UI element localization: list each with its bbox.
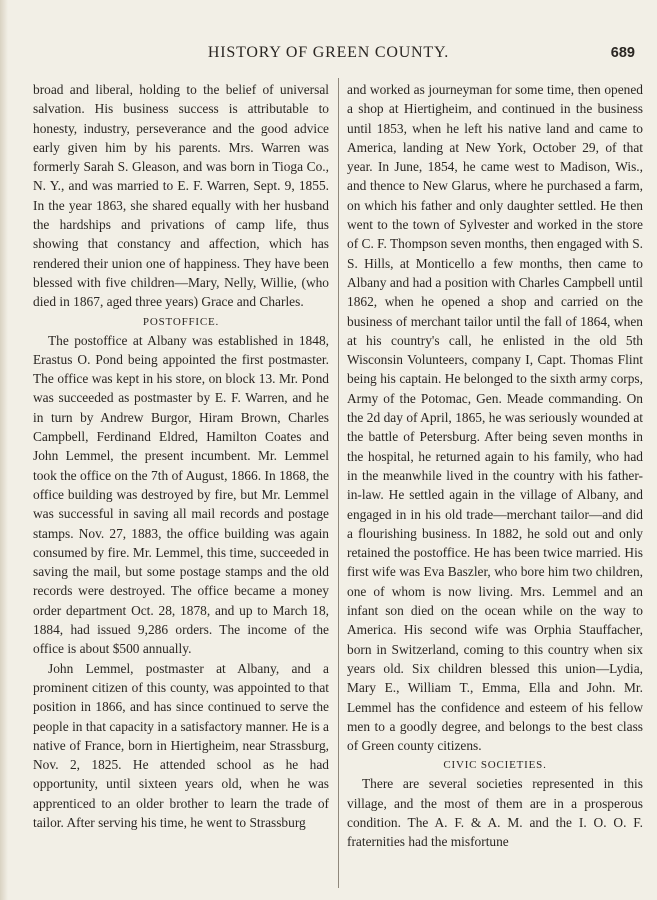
column-divider (338, 78, 339, 888)
heading-postoffice: POSTOFFICE. (142, 315, 220, 328)
page-edge (0, 0, 8, 900)
paragraph-civic-societies: There are several societies represented in this village, and the most of them are in a prosperous condition. The A. F. & A. M. and the I. O. O. F. fraternities had the misfortune (347, 776, 643, 850)
paragraph-lemmel-biography: John Lemmel, postmaster at Albany, and a prominent citizen of this county, was appointed to that position in 1866, and has since continued to serve the people in that capacity in a satisfactory manner. He is a native of France, born in Hiertigheim, near Strassburg, Nov. 2, 1825. He attended school as he had opportunity, until sixteen years old, when he was apprenticed to an older brother to learn the trade of tailor. After serving his time, he went to Strassburg (33, 660, 329, 830)
paragraph-lemmel-continuation: and worked as journeyman for some time, then opened a shop at Hiertigheim, and continued in the business until 1853, when he left his native land and came to America, landing at New York, October 29, of that year. In June, 1854, he came west to Madison, Wis., and thence to New Glarus, where he purchased a farm, on which his father and only daughter settled. He then went to the town of Sylvester and worked in the store of C. F. Thompson seven months, then engaged with S. S. Hills, at Monticello a few months, then came to Albany and had a position with Charles Campbell until 1862, when he opened a shop and carried on the business of merchant tailor until the fall of 1864, when at his country's call, he enlisted in the old 5th Wisconsin Volunteers, company I, Capt. Thomas Flint being his captain. He belonged to the sixth army corps, Army of the Potomac, Gen. Meade commanding. On the 2d day of April, 1865, he was seriously wounded at the battle of Petersburg. After being seven months in the hospital, he returned again to his family, who had in the meanwhile lived in the country with his father-in-law. He settled again in the village of Albany, and engaged in in his old trade—merchant tailor—and did a flourishing business. In 1882, he sold out and only retained the postoffice. He has been twice married. His first wife was Eva Baszler, who bore him two children, one of whom is now living. Mrs. Lemmel and an infant son died on the ocean while on the way to America. His second wife was Orphia Stauffacher, born in Switzerland, coming to this country when six years old. Six children blessed this union—Lydia, Mary E., William T., Emma, Ella and John. Mr. Lemmel has the confidence and esteem of his fellow men to a goodly degree, and belongs to the best class of Green county citizens. (347, 82, 643, 754)
heading-civic-societies: CIVIC SOCIETIES. (443, 759, 547, 772)
page-header (0, 44, 657, 66)
left-column (33, 80, 329, 832)
paragraph-postoffice: The postoffice at Albany was established in 1848, Erastus O. Pond being appointed the first postmaster. The office was kept in his store, on block 13. Mr. Pond was succeeded as postmaster by E. F. Warren, and he in turn by Andrew Burgor, Hiram Brown, Charles Campbell, Ferdinand Eldred, Hamilton Coates and John Lemmel, the present incumbent. Mr. Lemmel took the office on the 7th of August, 1866. In 1868, the office building was destroyed by fire, but Mr. Lemmel was successful in saving all mail records and postage stamps. Nov. 27, 1883, the office building was again consumed by fire. Mr. Lemmel, this time, succeeded in saving the mail, but some postage stamps and the old records were destroyed. The office became a money order department Oct. 28, 1878, and up to March 18, 1884, had issued 9,286 orders. The income of the office is about $500 annually. (33, 332, 329, 657)
right-column (347, 80, 643, 852)
paragraph-warren-continuation: broad and liberal, holding to the belief of universal salvation. His business success is attributable to honesty, industry, perseverance and the good advice early given him by his parents. Mrs. Warren was formerly Sarah S. Gleason, and was born in Tioga Co., N. Y., and was married to E. F. Warren, Sept. 9, 1855. In the year 1863, she shared equally with her husband the hardships and privations of camp life, thus showing that constancy and affection, which has rendered their union one of happiness. They have been blessed with five children—Mary, Nelly, Willie, (who died in 1867, aged three years) Grace and Charles. (33, 82, 329, 310)
page-number: 689 (610, 45, 635, 61)
running-title: HISTORY OF GREEN COUNTY. (207, 44, 450, 61)
